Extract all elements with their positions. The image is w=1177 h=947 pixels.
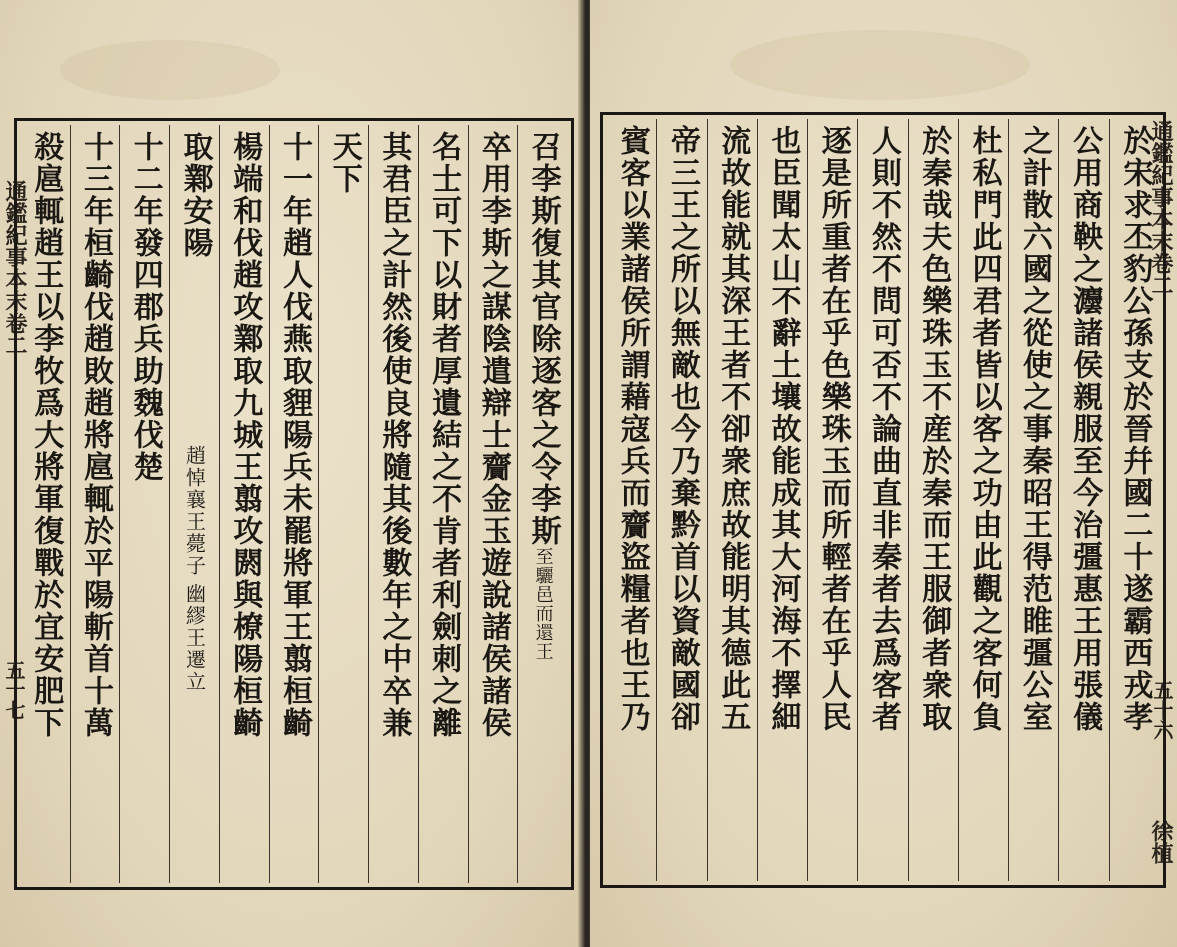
left-page <box>0 0 584 947</box>
column-text: 逐是所重者在乎色樂珠玉而所輕者在乎人民 <box>815 125 851 733</box>
column-text: 於宋求丕豹公孫支於晉幷國二十遂霸西戎孝 <box>1117 125 1153 733</box>
text-column <box>958 119 1008 881</box>
text-column <box>607 119 656 881</box>
column-text: 人則不然不問可否不論曲直非秦者去爲客者 <box>866 125 902 733</box>
text-column <box>707 119 757 881</box>
column-text: 十一年趙人伐燕取貍陽兵未罷將軍王翦桓齮 <box>276 131 312 739</box>
text-column <box>169 125 219 883</box>
right-columns <box>607 119 1159 881</box>
text-column <box>1008 119 1058 881</box>
text-column <box>517 125 567 883</box>
column-text: 也臣聞太山不辭土壤故能成其大河海不擇細 <box>765 125 801 733</box>
column-text: 召李斯復其官除逐客之令李斯 <box>525 131 561 547</box>
text-column <box>219 125 269 883</box>
left-text-frame <box>14 118 574 890</box>
column-annotations <box>182 445 207 693</box>
left-columns <box>21 125 567 883</box>
left-edge-title: 通鑑紀事本末卷二 <box>2 180 28 356</box>
text-column <box>757 119 807 881</box>
text-column <box>807 119 857 881</box>
right-page <box>590 0 1177 947</box>
column-annotation: 幽繆王遷立 <box>182 583 207 693</box>
text-column <box>119 125 169 883</box>
text-column <box>908 119 958 881</box>
column-text: 十三年桓齮伐趙敗趙將扈輒於平陽斬首十萬 <box>78 131 114 739</box>
right-edge-tail: 徐植 <box>1148 820 1174 864</box>
text-column <box>21 125 70 883</box>
text-column <box>269 125 319 883</box>
text-column <box>468 125 518 883</box>
text-column <box>318 125 368 883</box>
column-text: 十二年發四郡兵助魏伐楚 <box>127 131 163 483</box>
column-text: 公用商鞅之灋諸侯親服至今治彊惠王用張儀 <box>1067 125 1103 733</box>
column-annotation: 至驪邑而還王 <box>532 547 554 661</box>
column-text: 杜私門此四君者皆以客之功由此觀之客何負 <box>966 125 1002 733</box>
text-column <box>1058 119 1108 881</box>
column-text: 其君臣之計然後使良將隨其後數年之中卒兼 <box>376 131 412 739</box>
column-text: 卒用李斯之謀陰遣辯士齎金玉遊說諸侯諸侯 <box>475 131 511 739</box>
right-text-frame <box>600 112 1166 888</box>
column-annotation: 趙悼襄王薨子 <box>182 445 207 577</box>
left-page-number: 五十七 <box>2 660 26 720</box>
column-text: 取鄴安陽 <box>177 131 213 259</box>
column-text: 天下 <box>326 131 362 195</box>
column-text: 之計散六國之從使之事秦昭王得范睢彊公室 <box>1016 125 1052 733</box>
column-text: 帝三王之所以無敵也今乃棄黔首以資敵國卻 <box>664 125 700 733</box>
column-text: 流故能就其深王者不卻衆庶故能明其德此五 <box>715 125 751 733</box>
text-column <box>656 119 706 881</box>
column-text: 楊端和伐趙攻鄴取九城王翦攻閼與橑陽桓齮 <box>227 131 263 739</box>
right-edge-title: 通鑑紀事本末卷二 <box>1148 120 1174 296</box>
column-text: 殺扈輒趙王以李牧爲大將軍復戰於宜安肥下 <box>28 131 64 739</box>
text-column <box>368 125 418 883</box>
column-text: 名士可下以財者厚遺結之不肯者利劍刺之離 <box>426 131 462 739</box>
text-column <box>857 119 907 881</box>
column-text: 賓客以業諸侯所謂藉寇兵而齎盜糧者也王乃 <box>614 125 650 733</box>
column-text: 於秦哉夫色樂珠玉不産於秦而王服御者衆取 <box>916 125 952 733</box>
text-column <box>1109 119 1159 881</box>
text-column <box>418 125 468 883</box>
text-column <box>70 125 120 883</box>
right-page-number: 五十六 <box>1150 680 1174 740</box>
